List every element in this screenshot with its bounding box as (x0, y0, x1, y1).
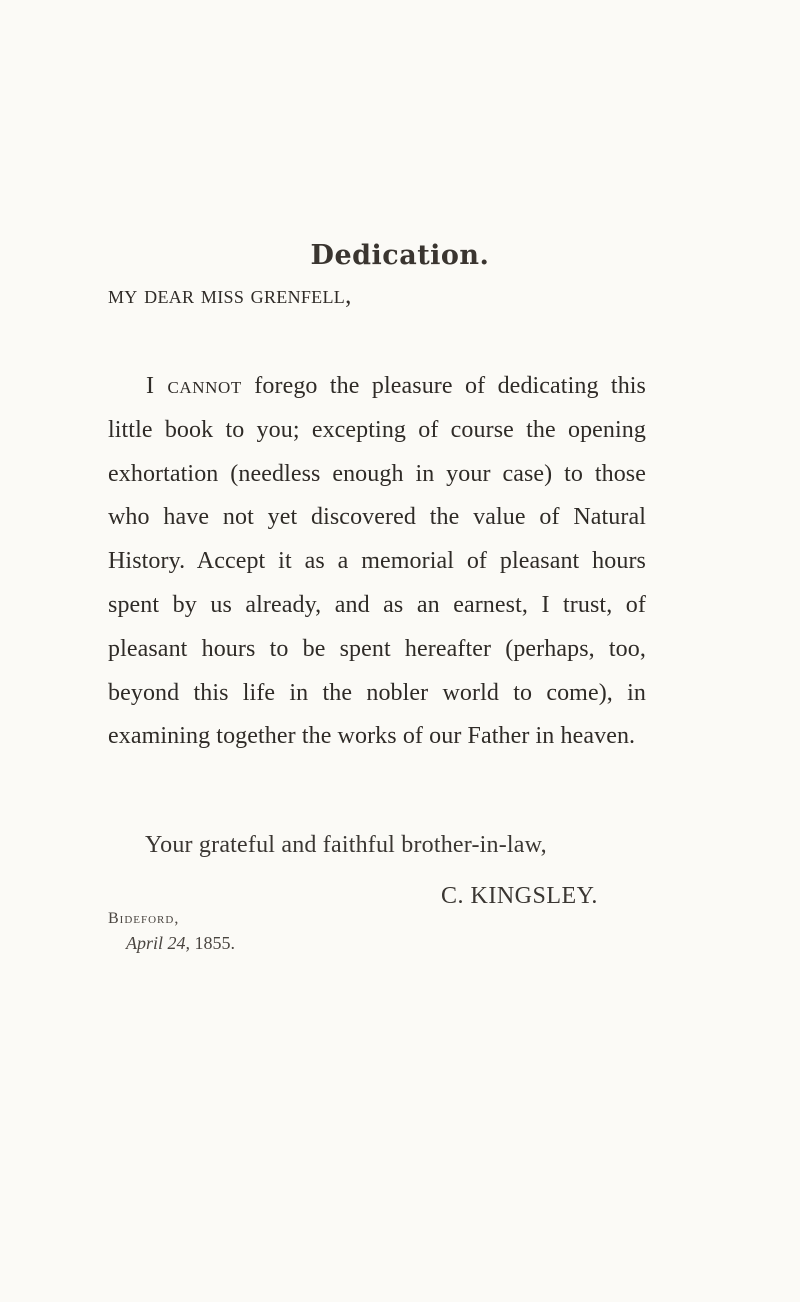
dedication-body (108, 365, 646, 759)
closing-line: Your grateful and faithful brother-in-law, (145, 832, 547, 858)
place-name: Bideford, (108, 910, 180, 927)
date-year: 1855. (194, 933, 236, 953)
date-line (126, 933, 235, 954)
page-title: Dedication. (310, 240, 490, 271)
body-paragraph (108, 373, 646, 749)
body-text: forego the pleasure of dedicating this little book to you; excepting of course the opening exhortation (needless enough in your case) to those who have not yet discovered the value of Natural History. Accept it as a memorial of pleasant hours spent by us already, and as an earnest, I trust, of pleasant hours to be spent hereafter (perhaps, too, beyond this life in the nobler world to come), in examining together the works of our Father in heaven. (108, 373, 646, 750)
salutation (108, 282, 352, 310)
signature: C. KINGSLEY. (441, 883, 598, 909)
salutation-text: my dear miss grenfell, (108, 282, 352, 309)
date-month-day: April 24, (126, 933, 191, 953)
opening-small-caps: I cannot (146, 373, 242, 399)
